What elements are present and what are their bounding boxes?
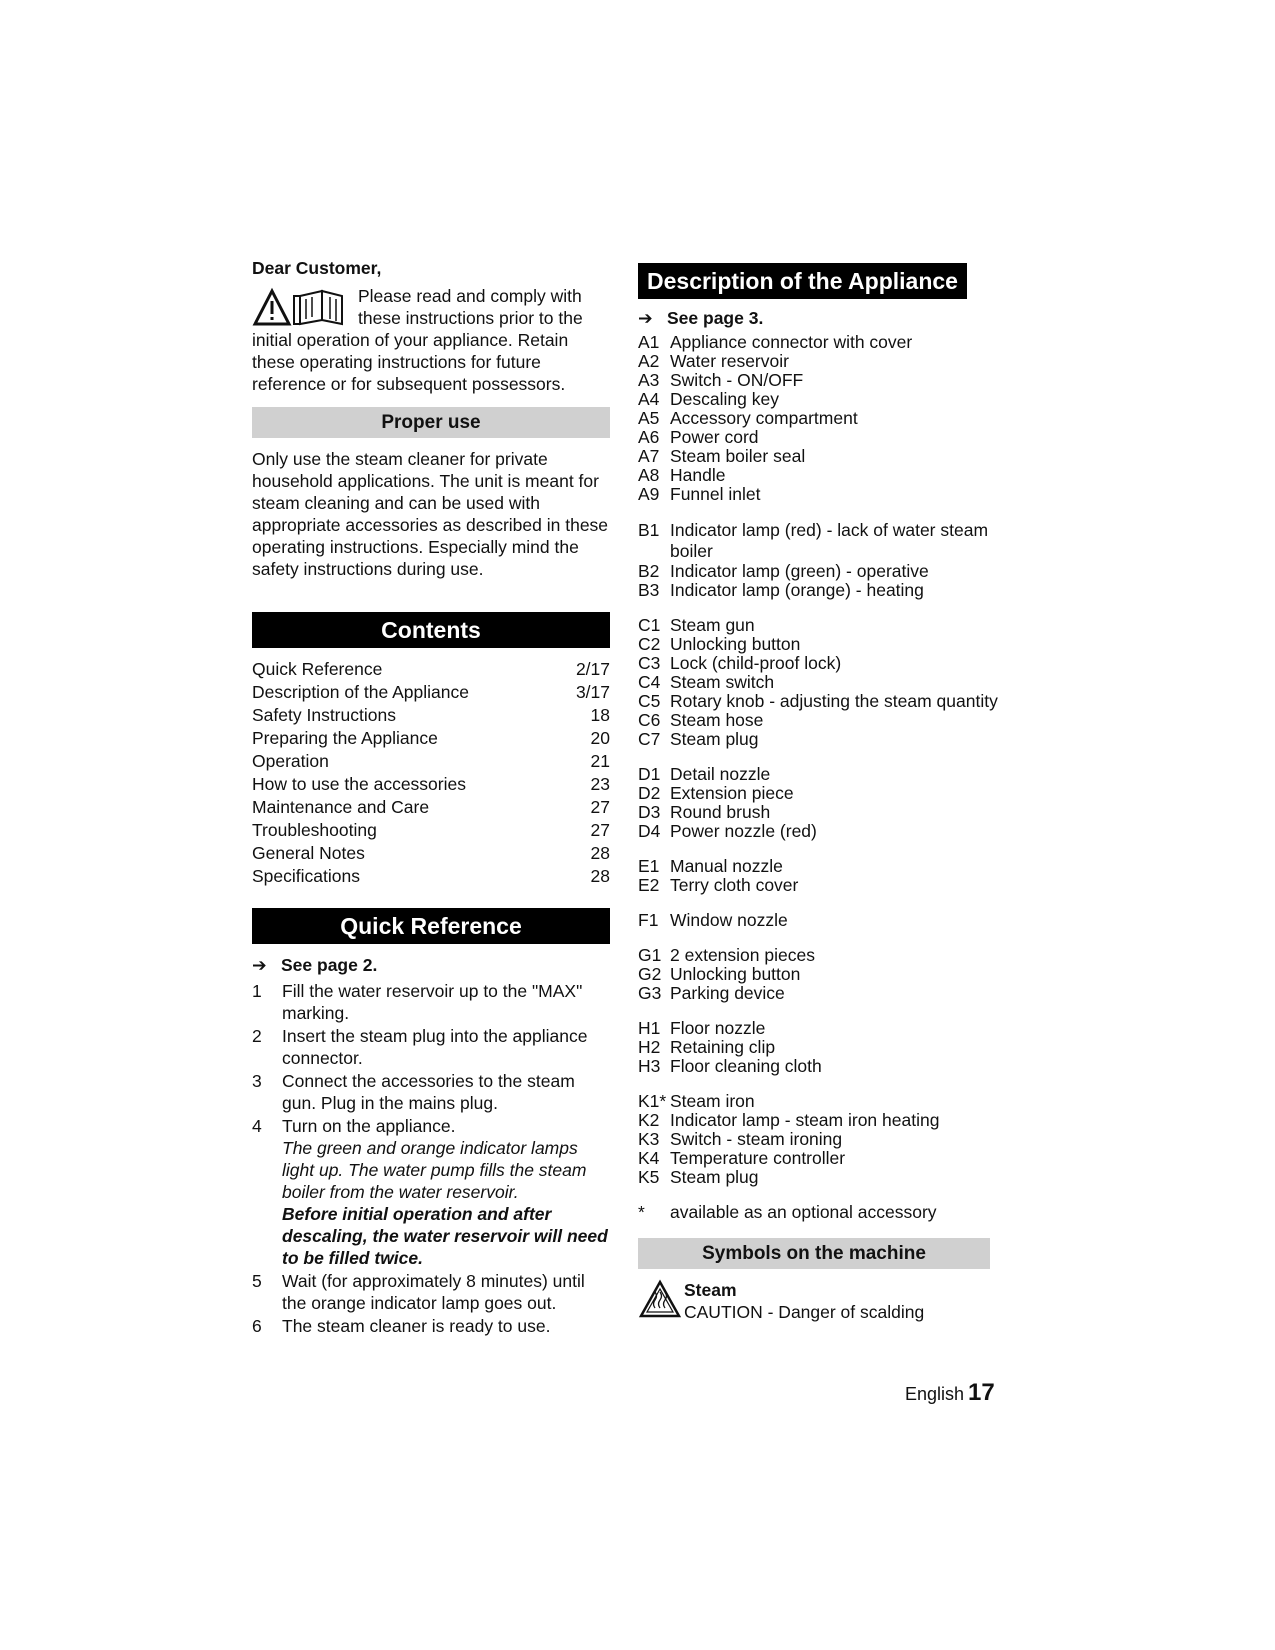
left-column — [252, 257, 610, 1338]
page-footer — [905, 1379, 995, 1406]
contents-item-page: 18 — [590, 705, 610, 725]
contents-list — [252, 658, 610, 888]
part-code: A9 — [638, 484, 660, 504]
part-item — [638, 673, 1018, 692]
part-item — [638, 352, 1018, 371]
part-item — [638, 1149, 1018, 1168]
part-label: Power nozzle (red) — [670, 821, 817, 841]
part-item — [638, 466, 1018, 485]
part-label: Indicator lamp (red) - lack of water steam boiler — [670, 520, 989, 561]
part-item — [638, 984, 1018, 1003]
contents-item-page: 27 — [590, 797, 610, 817]
part-code: D3 — [638, 802, 661, 822]
part-label: Indicator lamp (green) - operative — [670, 561, 929, 581]
part-label: Terry cloth cover — [670, 875, 799, 895]
part-code: A5 — [638, 408, 660, 428]
part-item — [638, 730, 1018, 749]
part-item — [638, 1203, 1018, 1222]
part-item — [638, 581, 1018, 600]
step-number: 6 — [252, 1316, 262, 1336]
part-code: E1 — [638, 856, 660, 876]
part-label: Handle — [670, 465, 726, 485]
part-code: K1* — [638, 1091, 667, 1111]
part-item — [638, 692, 1018, 711]
part-label: Lock (child-proof lock) — [670, 653, 842, 673]
part-label: Floor nozzle — [670, 1018, 766, 1038]
part-label: Extension piece — [670, 783, 794, 803]
part-label: Steam hose — [670, 710, 764, 730]
part-item — [638, 1130, 1018, 1149]
contents-item-page: 21 — [590, 751, 610, 771]
part-item — [638, 822, 1018, 841]
part-label: Steam plug — [670, 729, 759, 749]
part-code: G1 — [638, 945, 662, 965]
part-code: C6 — [638, 710, 661, 730]
part-label: Steam boiler seal — [670, 446, 806, 466]
part-item — [638, 654, 1018, 673]
contents-item-label: Safety Instructions — [252, 705, 396, 725]
part-code: C7 — [638, 729, 661, 749]
steam-warning-icon — [638, 1279, 682, 1319]
part-label: Detail nozzle — [670, 764, 771, 784]
part-code: D2 — [638, 783, 661, 803]
contents-item — [252, 704, 610, 727]
part-code: E2 — [638, 875, 660, 895]
part-code: B3 — [638, 580, 660, 600]
part-label: Descaling key — [670, 389, 779, 409]
part-code: D4 — [638, 821, 661, 841]
part-code: H1 — [638, 1018, 661, 1038]
step-item — [252, 1270, 610, 1314]
part-code: A3 — [638, 370, 660, 390]
proper-use-text: Only use the steam cleaner for private household applications. The unit is meant for steam cleaning and can be used with appropriate accessories as described in these operating instructions. Especially mind the safety instructions during use. — [252, 449, 609, 579]
contents-item — [252, 773, 610, 796]
parts-group — [638, 946, 1018, 1003]
step-text: Insert the steam plug into the appliance connector. — [282, 1026, 588, 1068]
contents-item — [252, 681, 610, 704]
step-text: Connect the accessories to the steam gun. Plug in the mains plug. — [282, 1071, 575, 1113]
step-item — [252, 1315, 610, 1337]
contents-item-label: Troubleshooting — [252, 820, 377, 840]
part-item — [638, 965, 1018, 984]
warning-read-manual-icon — [252, 287, 344, 327]
contents-item-label: Description of the Appliance — [252, 682, 469, 702]
part-label: Steam plug — [670, 1167, 759, 1187]
part-item — [638, 946, 1018, 965]
greeting: Dear Customer, — [252, 258, 382, 278]
part-item — [638, 635, 1018, 654]
steam-symbol — [638, 1279, 1018, 1323]
step-number: 5 — [252, 1271, 262, 1291]
see-page-label: See page 3. — [667, 308, 764, 328]
part-code: C5 — [638, 691, 661, 711]
step-4-warning: Before initial operation and after descaling, the water reservoir will need to be filled twice. — [282, 1204, 608, 1268]
description-see-page — [638, 307, 1018, 329]
part-label: Unlocking button — [670, 964, 801, 984]
part-code: A6 — [638, 427, 660, 447]
part-item — [638, 911, 1018, 930]
part-code: K5 — [638, 1167, 660, 1187]
part-code: A7 — [638, 446, 660, 466]
contents-item — [252, 658, 610, 681]
parts-group — [638, 520, 1018, 600]
part-item — [638, 409, 1018, 428]
part-label: Switch - steam ironing — [670, 1129, 843, 1149]
part-item — [638, 616, 1018, 635]
contents-item-label: Preparing the Appliance — [252, 728, 438, 748]
part-item — [638, 390, 1018, 409]
part-code: H2 — [638, 1037, 661, 1057]
part-label: Unlocking button — [670, 634, 801, 654]
contents-item-page: 20 — [590, 728, 610, 748]
part-label: Accessory compartment — [670, 408, 858, 428]
contents-item — [252, 796, 610, 819]
part-label: Temperature controller — [670, 1148, 846, 1168]
part-item — [638, 485, 1018, 504]
parts-group — [638, 911, 1018, 930]
part-item — [638, 428, 1018, 447]
contents-item-page: 3/17 — [575, 682, 610, 702]
part-code: B2 — [638, 561, 660, 581]
symbols-heading: Symbols on the machine — [638, 1238, 990, 1269]
step-4-note: The green and orange indicator lamps light up. The water pump fills the steam boiler from the water reservoir. — [282, 1138, 587, 1202]
intro-block — [252, 285, 610, 395]
parts-list — [638, 333, 1018, 1222]
part-code: K2 — [638, 1110, 660, 1130]
step-item — [252, 1025, 610, 1069]
contents-item-label: General Notes — [252, 843, 365, 863]
part-label: Switch - ON/OFF — [670, 370, 804, 390]
step-item — [252, 980, 610, 1024]
arrow-right-icon: ➔ — [252, 955, 267, 975]
quick-reference-heading: Quick Reference — [252, 908, 610, 944]
parts-group — [638, 1019, 1018, 1076]
part-code: K4 — [638, 1148, 660, 1168]
part-label: Floor cleaning cloth — [670, 1056, 822, 1076]
parts-group — [638, 1092, 1018, 1187]
contents-heading: Contents — [252, 612, 610, 648]
contents-item-page: 23 — [590, 774, 610, 794]
part-label: Indicator lamp (orange) - heating — [670, 580, 924, 600]
contents-item-label: Maintenance and Care — [252, 797, 430, 817]
part-code: D1 — [638, 764, 661, 784]
arrow-right-icon: ➔ — [638, 308, 653, 328]
step-number: 2 — [252, 1026, 262, 1046]
contents-item-label: Quick Reference — [252, 659, 383, 679]
part-item — [638, 371, 1018, 390]
step-text: Wait (for approximately 8 minutes) until the orange indicator lamp goes out. — [282, 1271, 585, 1313]
contents-item — [252, 819, 610, 842]
part-code: B1 — [638, 520, 660, 540]
part-label: Rotary knob - adjusting the steam quantity — [670, 691, 998, 711]
parts-group — [638, 616, 1018, 749]
part-item — [638, 1092, 1018, 1111]
part-item — [638, 857, 1018, 876]
parts-group — [638, 765, 1018, 841]
part-item — [638, 1111, 1018, 1130]
part-code: A1 — [638, 332, 660, 352]
part-code: A2 — [638, 351, 660, 371]
step-text: Fill the water reservoir up to the "MAX" marking. — [282, 981, 583, 1023]
part-label: Steam gun — [670, 615, 755, 635]
part-item — [638, 333, 1018, 352]
part-item — [638, 520, 1018, 562]
part-item — [638, 784, 1018, 803]
contents-item-label: How to use the accessories — [252, 774, 466, 794]
part-label: Funnel inlet — [670, 484, 761, 504]
step-number: 1 — [252, 981, 262, 1001]
part-code: C4 — [638, 672, 661, 692]
part-label: Retaining clip — [670, 1037, 776, 1057]
part-label: Steam switch — [670, 672, 775, 692]
part-item — [638, 765, 1018, 784]
part-label: Window nozzle — [670, 910, 788, 930]
part-item — [638, 1019, 1018, 1038]
contents-item-label: Specifications — [252, 866, 360, 886]
steam-symbol-title: Steam — [684, 1280, 737, 1300]
part-item — [638, 876, 1018, 895]
part-label: available as an optional accessory — [670, 1202, 937, 1222]
part-label: Parking device — [670, 983, 785, 1003]
parts-group — [638, 857, 1018, 895]
part-label: 2 extension pieces — [670, 945, 815, 965]
part-code: C1 — [638, 615, 661, 635]
quick-reference-see-page — [252, 954, 610, 976]
contents-item-page: 28 — [590, 843, 610, 863]
contents-item-label: Operation — [252, 751, 329, 771]
part-item — [638, 447, 1018, 466]
part-item — [638, 562, 1018, 581]
contents-item-page: 28 — [590, 866, 610, 886]
step-item — [252, 1115, 610, 1269]
part-item — [638, 1038, 1018, 1057]
part-label: Indicator lamp - steam iron heating — [670, 1110, 940, 1130]
part-label: Water reservoir — [670, 351, 789, 371]
step-item — [252, 1070, 610, 1114]
part-item — [638, 1168, 1018, 1187]
part-code: F1 — [638, 910, 659, 930]
contents-item — [252, 750, 610, 773]
part-code: G3 — [638, 983, 662, 1003]
part-label: Appliance connector with cover — [670, 332, 913, 352]
part-code: H3 — [638, 1056, 661, 1076]
footer-language: English — [905, 1384, 965, 1404]
part-label: Manual nozzle — [670, 856, 783, 876]
part-item — [638, 803, 1018, 822]
intro-text: Please read and comply with these instructions prior to the initial operation of your appliance. Retain these operating instructions for future reference or for subsequent possessors. — [252, 286, 583, 394]
part-code: C3 — [638, 653, 661, 673]
steam-symbol-caution: CAUTION - Danger of scalding — [684, 1302, 925, 1322]
step-text: The steam cleaner is ready to use. — [282, 1316, 551, 1336]
part-label: Round brush — [670, 802, 771, 822]
step-number: 3 — [252, 1071, 262, 1091]
part-code: A8 — [638, 465, 660, 485]
steam-symbol-text — [684, 1279, 924, 1323]
contents-item — [252, 865, 610, 888]
parts-group — [638, 333, 1018, 504]
part-code: G2 — [638, 964, 662, 984]
proper-use-heading: Proper use — [252, 407, 610, 438]
part-label: Power cord — [670, 427, 759, 447]
part-code: C2 — [638, 634, 661, 654]
right-column — [638, 263, 1018, 1323]
part-code: A4 — [638, 389, 660, 409]
see-page-label: See page 2. — [281, 955, 378, 975]
parts-group — [638, 1203, 1018, 1222]
step-4-main: Turn on the appliance. — [282, 1116, 456, 1136]
contents-item — [252, 727, 610, 750]
part-item — [638, 1057, 1018, 1076]
contents-item-page: 2/17 — [575, 659, 610, 679]
description-heading: Description of the Appliance — [638, 263, 967, 299]
part-item — [638, 711, 1018, 730]
contents-item — [252, 842, 610, 865]
page-number: 17 — [968, 1379, 995, 1406]
part-code: * — [638, 1202, 645, 1222]
part-code: K3 — [638, 1129, 660, 1149]
step-number: 4 — [252, 1116, 262, 1136]
contents-item-page: 27 — [590, 820, 610, 840]
step-text — [282, 1115, 610, 1269]
part-label: Steam iron — [670, 1091, 755, 1111]
